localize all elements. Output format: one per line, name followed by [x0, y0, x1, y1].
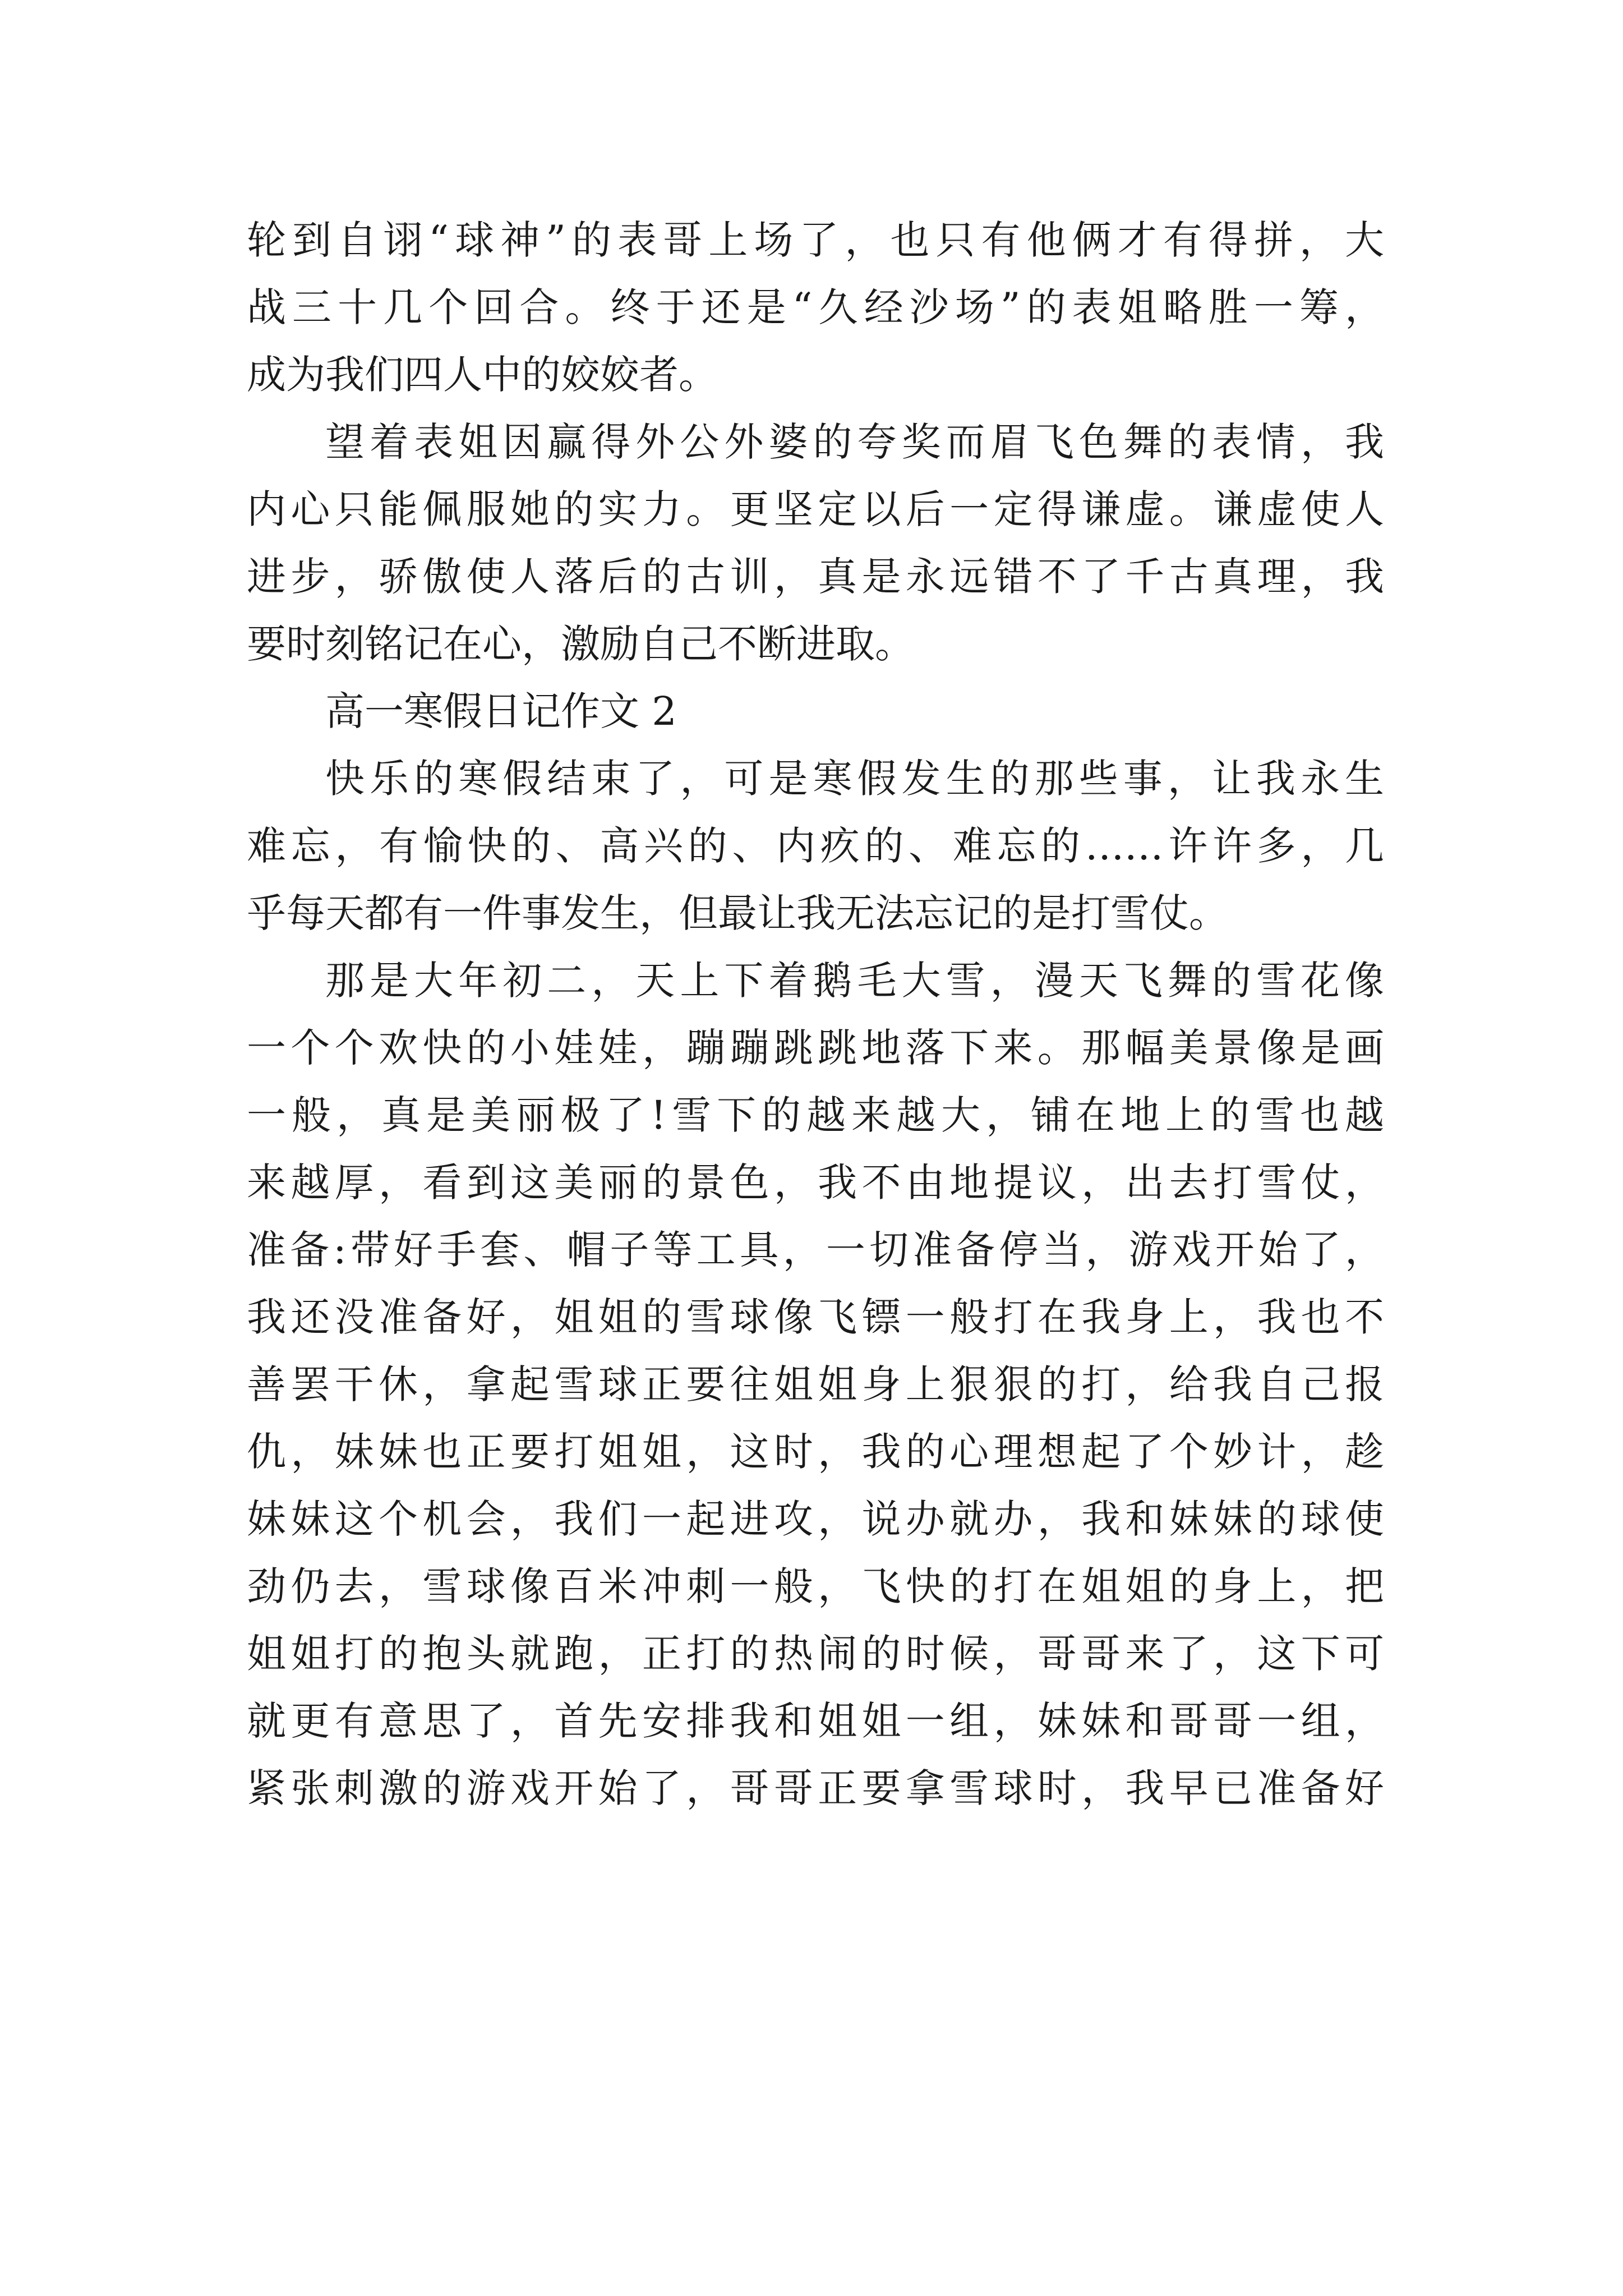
text-line: 成为我们四人中的姣姣者。	[247, 352, 718, 398]
text-line: 一般，真是美丽极了!雪下的越来越大，铺在地上的雪也越	[247, 1092, 1384, 1138]
text-line: 进步，骄傲使人落后的古训，真是永远错不了千古真理，我	[247, 554, 1384, 600]
text-line: 紧张刺激的游戏开始了，哥哥正要拿雪球时，我早已准备好	[247, 1765, 1384, 1811]
text-line: 劲仍去，雪球像百米冲刺一般，飞快的打在姐姐的身上，把	[247, 1563, 1384, 1609]
text-line: 轮到自诩“球神”的表哥上场了，也只有他俩才有得拼，大	[247, 217, 1384, 263]
text-line: 战三十几个回合。终于还是“久经沙场”的表姐略胜一筹，	[247, 284, 1384, 330]
text-line: 仇，妹妹也正要打姐姐，这时，我的心理想起了个妙计，趁	[247, 1429, 1384, 1475]
text-line: 那是大年初二，天上下着鹅毛大雪，漫天飞舞的雪花像	[325, 958, 1384, 1004]
text-line: 乎每天都有一件事发生，但最让我无法忘记的是打雪仗。	[247, 890, 1228, 936]
text-line: 善罢干休，拿起雪球正要往姐姐身上狠狠的打，给我自己报	[247, 1361, 1384, 1407]
text-line: 我还没准备好，姐姐的雪球像飞镖一般打在我身上，我也不	[247, 1294, 1384, 1340]
text-line: 快乐的寒假结束了，可是寒假发生的那些事，让我永生	[325, 756, 1384, 802]
text-line: 一个个欢快的小娃娃，蹦蹦跳跳地落下来。那幅美景像是画	[247, 1025, 1384, 1071]
text-line: 准备:带好手套、帽子等工具，一切准备停当，游戏开始了，	[247, 1227, 1384, 1273]
text-line: 姐姐打的抱头就跑，正打的热闹的时候，哥哥来了，这下可	[247, 1631, 1384, 1677]
text-line: 难忘，有愉快的、高兴的、内疚的、难忘的……许许多，几	[247, 823, 1384, 869]
paragraph	[247, 408, 1384, 678]
text-line: 来越厚，看到这美丽的景色，我不由地提议，出去打雪仗，	[247, 1159, 1384, 1205]
text-line: 内心只能佩服她的实力。更坚定以后一定得谦虚。谦虚使人	[247, 486, 1384, 532]
document-body	[247, 206, 1384, 1822]
text-line: 望着表姐因赢得外公外婆的夸奖而眉飞色舞的表情，我	[325, 419, 1384, 465]
text-line: 就更有意思了，首先安排我和姐姐一组，妹妹和哥哥一组，	[247, 1698, 1384, 1744]
paragraph	[247, 745, 1384, 947]
paragraph	[247, 206, 1384, 408]
paragraph	[247, 947, 1384, 1822]
text-line: 妹妹这个机会，我们一起进攻，说办就办，我和妹妹的球使	[247, 1496, 1384, 1542]
paragraph	[247, 678, 1384, 745]
text-line: 高一寒假日记作文 2	[325, 688, 677, 734]
text-line: 要时刻铭记在心，激励自己不断进取。	[247, 621, 914, 667]
